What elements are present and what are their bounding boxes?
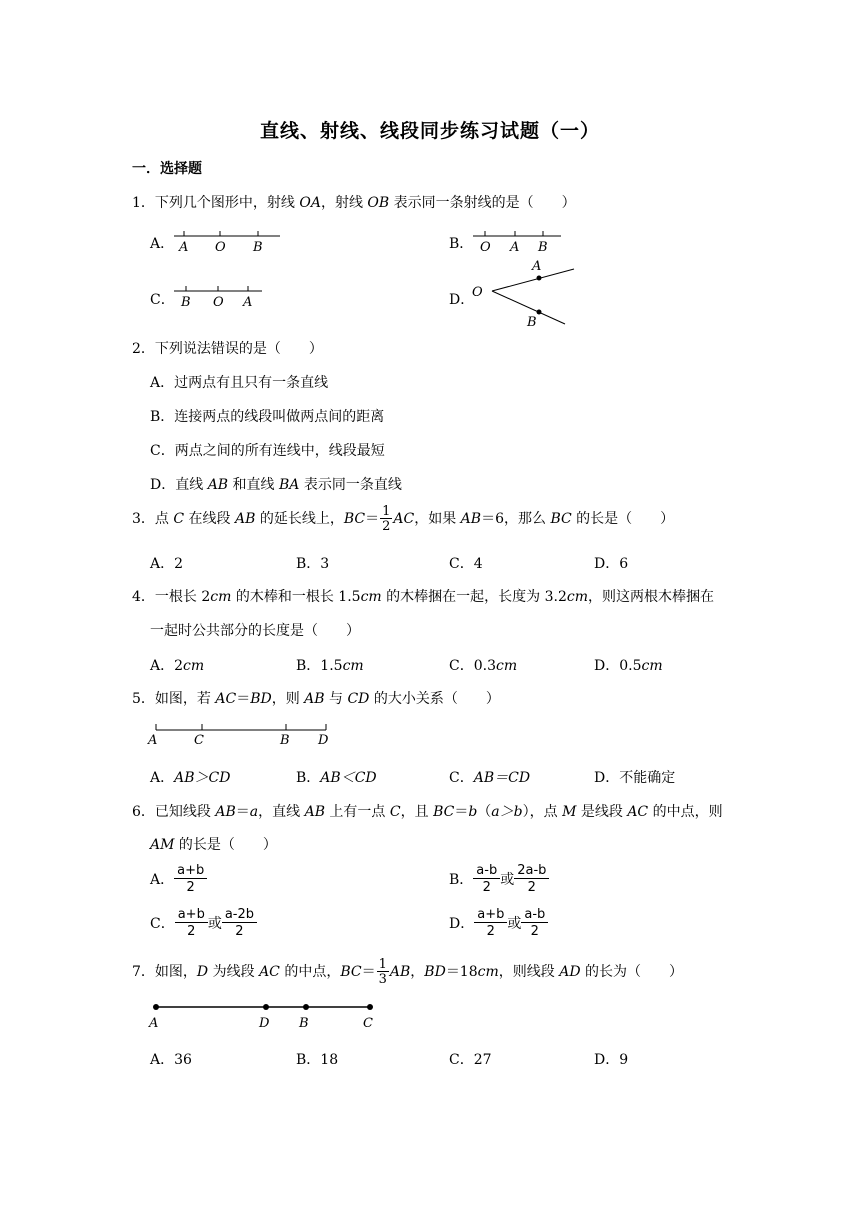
q1-c-label-1: B: [181, 295, 191, 310]
q1-option-a-label: A．: [150, 236, 175, 252]
q5-label-c: C: [194, 733, 204, 748]
q1-var-oa: OA: [299, 195, 321, 211]
q6-b-prefix: B．: [449, 872, 474, 888]
q1-figure-b: [473, 226, 565, 255]
q6-v2: a: [249, 804, 259, 820]
q3-var-1: C: [173, 511, 185, 527]
q6-t7: （: [477, 804, 492, 820]
question-5: [132, 688, 500, 708]
q4-option-a: [150, 655, 204, 675]
q6-c-prefix: C．: [150, 916, 175, 932]
q4-b-text: B．1.5: [296, 658, 343, 674]
q6-d2-den: 2: [521, 922, 548, 938]
q5-label-a: A: [148, 733, 158, 748]
q1-d-point-b: [537, 310, 542, 315]
q7-label-a: A: [149, 1016, 159, 1031]
q6-t2: ＝: [235, 804, 250, 820]
q3-text-4: ＝: [365, 511, 380, 527]
q5-label-b: B: [280, 733, 290, 748]
q6-b-frac-1: [473, 864, 500, 894]
q7-fraction: [377, 958, 389, 986]
q7-frac-den: 3: [378, 972, 387, 987]
q5-text-2: ＝: [236, 691, 251, 707]
q4-text-1: 4．一根长 2: [132, 589, 211, 605]
q6-d-frac-1: [474, 908, 507, 938]
q5-option-a: [150, 767, 230, 787]
q4-c-unit: cm: [495, 658, 518, 674]
q5-var-2: BD: [250, 691, 272, 707]
q7-t6: ＝18: [445, 964, 478, 980]
q3-option-b: B．3: [296, 556, 330, 572]
q4-b-unit: cm: [342, 658, 364, 674]
q7-t8: 的长为（ ）: [580, 964, 684, 980]
q2-option-d: [150, 474, 402, 494]
q3-text-7: 的长是（ ）: [571, 511, 675, 527]
q6-option-a: [150, 864, 207, 894]
q4-option-b: [296, 655, 364, 675]
q1-b-label-3: B: [538, 240, 548, 255]
q2-d-pre: D．直线: [150, 477, 208, 493]
q6-v9: AC: [627, 804, 649, 820]
q6-t8: ），点: [522, 804, 563, 820]
q1-a-label-2: O: [215, 240, 226, 255]
q1-d-label-b: B: [527, 315, 537, 330]
q7-v5: BD: [424, 964, 446, 980]
q6-d-prefix: D．: [449, 916, 475, 932]
q7-t5: ，: [410, 964, 425, 980]
q3-text-5: ，如果: [414, 511, 461, 527]
q5-text-1: 5．如图，若: [132, 691, 216, 707]
q3-frac-num: 1: [382, 504, 391, 519]
q4-text-4: ，则这两根木棒捆在: [587, 589, 714, 605]
q6-b1-den: 2: [473, 878, 500, 894]
q7-label-b: B: [299, 1016, 309, 1031]
q1-c-label-2: O: [213, 295, 224, 310]
q6-option-d: [449, 908, 548, 938]
q5-text-3: ，则: [271, 691, 305, 707]
q7-point-a: [153, 1004, 159, 1010]
page-title: 直线、射线、线段同步练习试题（一）: [259, 120, 600, 142]
q7-point-b: [303, 1004, 309, 1010]
q6-d2-num: a-b: [524, 907, 546, 922]
q3-option-c: C．4: [449, 556, 483, 572]
q5-b-expr: AB＜CD: [320, 770, 377, 786]
q2-d-var-1: AB: [207, 477, 229, 493]
question-4-line-1: [132, 586, 714, 606]
q6-d1-num: a+b: [477, 907, 505, 922]
q1-figure-a: [174, 226, 284, 255]
q6-b2-num: 2a-b: [517, 863, 547, 878]
q6-t4: 上有一点: [324, 804, 390, 820]
q6-b1-num: a-b: [476, 863, 498, 878]
section-heading: 一．选择题: [132, 161, 202, 177]
question-4-line-2: 一起时公共部分的长度是（ ）: [150, 623, 360, 639]
q5-var-3: AB: [304, 691, 325, 707]
q4-option-d: [594, 655, 663, 675]
q6-c1-den: 2: [175, 922, 208, 938]
q7-v4: AB: [389, 964, 411, 980]
q6-option-c: [150, 908, 257, 938]
q3-fraction: [380, 505, 392, 533]
q4-a-text: A．2: [150, 658, 184, 674]
q1-c-label-3: A: [243, 295, 253, 310]
q6-t9: 是线段: [576, 804, 628, 820]
q6-c1-num: a+b: [177, 907, 205, 922]
q7-figure: [146, 997, 386, 1031]
q3-var-4: AC: [393, 511, 415, 527]
q5-label-d: D: [318, 733, 329, 748]
q6-a-num: a+b: [177, 863, 205, 878]
q6-t3: ，直线: [258, 804, 305, 820]
q7-v6: AD: [559, 964, 581, 980]
question-7: [132, 958, 683, 986]
q3-option-a: A．2: [150, 556, 184, 572]
q4-unit-1: cm: [210, 589, 232, 605]
q3-text-3: 的延长线上，: [255, 511, 344, 527]
question-6-line-1: [132, 801, 723, 821]
q4-unit-3: cm: [566, 589, 588, 605]
q6-c2-den: 2: [222, 922, 257, 938]
q1-b-label-1: O: [480, 240, 491, 255]
q6-d-frac-2: [521, 908, 548, 938]
q6-t10: 的中点，则: [648, 804, 723, 820]
question-1: [132, 192, 576, 212]
q6-d-or: 或: [507, 916, 522, 932]
q3-text-6: ＝6，那么: [481, 511, 551, 527]
q5-var-1: AC: [215, 691, 237, 707]
q1-figure-c: [174, 281, 266, 309]
q6-t6: ＝: [454, 804, 469, 820]
q1-b-label-2: A: [510, 240, 520, 255]
q4-c-text: C．0.3: [449, 658, 496, 674]
q6-v5: BC: [433, 804, 455, 820]
q3-var-5: AB: [460, 511, 482, 527]
q6-a-den: 2: [174, 878, 207, 894]
q7-t1: 7．如图，: [132, 964, 197, 980]
q6-c-frac-1: [175, 908, 208, 938]
q6-v4: C: [389, 804, 401, 820]
q4-option-c: [449, 655, 517, 675]
q7-v3: BC: [340, 964, 362, 980]
q6-t1: 6．已知线段: [132, 804, 216, 820]
q1-d-label-a: A: [532, 259, 542, 274]
q7-option-b: B．18: [296, 1052, 339, 1068]
q6-c2-num: a-2b: [224, 907, 255, 922]
q1-d-label-o: O: [472, 285, 483, 300]
q7-label-d: D: [259, 1016, 270, 1031]
q1-option-d-label: D．: [449, 292, 475, 308]
q1-stem-pre: 1．下列几个图形中，射线: [132, 195, 300, 211]
q7-option-d: D．9: [594, 1052, 629, 1068]
q4-text-2: 的木棒和一根长 1.5: [231, 589, 361, 605]
q6-l2-var: AM: [150, 837, 175, 853]
q4-text-3: 的木棒捆在一起，长度为 3.2: [381, 589, 567, 605]
q6-v7: a＞b: [491, 804, 523, 820]
q6-a-prefix: A．: [150, 872, 175, 888]
q6-t5: ，且: [400, 804, 434, 820]
q5-option-c: [449, 767, 530, 787]
q2-option-c: C．两点之间的所有连线中，线段最短: [150, 443, 385, 459]
q5-b-prefix: B．: [296, 770, 321, 786]
q6-d1-den: 2: [474, 922, 507, 938]
q6-v3: AB: [304, 804, 325, 820]
q3-var-2: AB: [234, 511, 256, 527]
q6-b2-den: 2: [514, 878, 549, 894]
q7-label-c: C: [363, 1016, 373, 1031]
q5-var-4: CD: [347, 691, 370, 707]
q5-text-5: 的大小关系（ ）: [369, 691, 500, 707]
q1-stem-mid: ，射线: [320, 195, 368, 211]
q7-point-d: [263, 1004, 269, 1010]
q1-a-label-1: A: [179, 240, 189, 255]
q7-unit: cm: [477, 964, 499, 980]
q2-option-b: B．连接两点的线段叫做两点间的距离: [150, 409, 385, 425]
q7-t7: ，则线段: [498, 964, 560, 980]
q3-text-2: 在线段: [184, 511, 235, 527]
q6-v6: b: [468, 804, 478, 820]
q1-option-c-label: C．: [150, 292, 175, 308]
q1-option-b-label: B．: [449, 236, 474, 252]
q3-var-6: BC: [550, 511, 572, 527]
q1-a-label-3: B: [253, 240, 263, 255]
q4-d-unit: cm: [641, 658, 663, 674]
q7-point-c: [367, 1004, 373, 1010]
q5-c-prefix: C．: [449, 770, 474, 786]
q7-t3: 的中点，: [279, 964, 341, 980]
q5-c-expr: AB＝CD: [473, 770, 531, 786]
q5-a-prefix: A．: [150, 770, 175, 786]
q7-option-c: C．27: [449, 1052, 492, 1068]
q6-v1: AB: [215, 804, 236, 820]
q2-d-post: 表示同一条直线: [299, 477, 402, 493]
q7-frac-num: 1: [378, 957, 387, 972]
q3-text-1: 3．点: [132, 511, 174, 527]
q6-option-b: [449, 864, 549, 894]
q2-d-mid: 和直线: [228, 477, 279, 493]
q4-a-unit: cm: [183, 658, 205, 674]
q7-t4: ＝: [361, 964, 376, 980]
question-2: 2．下列说法错误的是（ ）: [132, 341, 323, 357]
question-6-line-2: [150, 834, 277, 854]
q6-a-frac: [174, 864, 207, 894]
q7-t2: 为线段: [208, 964, 260, 980]
q1-d-point-a: [537, 276, 542, 281]
q7-v2: AC: [259, 964, 280, 980]
q3-frac-den: 2: [382, 519, 391, 534]
q3-var-3: BC: [343, 511, 366, 527]
question-3: [132, 505, 674, 533]
q4-unit-2: cm: [360, 589, 382, 605]
q6-c-or: 或: [207, 916, 222, 932]
q6-b-frac-2: [514, 864, 549, 894]
q5-option-d: D．不能确定: [594, 770, 676, 786]
q5-figure: [146, 720, 336, 748]
q6-v8: M: [562, 804, 577, 820]
q2-option-a: A．过两点有且只有一条直线: [150, 375, 329, 391]
q7-v1: D: [196, 964, 209, 980]
q7-option-a: A．36: [150, 1052, 192, 1068]
q6-l2-text: 的长是（ ）: [174, 837, 277, 853]
q5-a-expr: AB＞CD: [174, 770, 231, 786]
q5-option-b: [296, 767, 377, 787]
q1-var-ob: OB: [367, 195, 390, 211]
q4-d-text: D．0.5: [594, 658, 642, 674]
q6-c-frac-2: [222, 908, 257, 938]
q2-d-var-2: BA: [279, 477, 300, 493]
q5-text-4: 与: [324, 691, 348, 707]
q3-option-d: D．6: [594, 556, 629, 572]
q1-figure-d: [470, 258, 582, 332]
q6-b-or: 或: [500, 872, 515, 888]
q1-stem-post: 表示同一条射线的是（ ）: [389, 195, 576, 211]
